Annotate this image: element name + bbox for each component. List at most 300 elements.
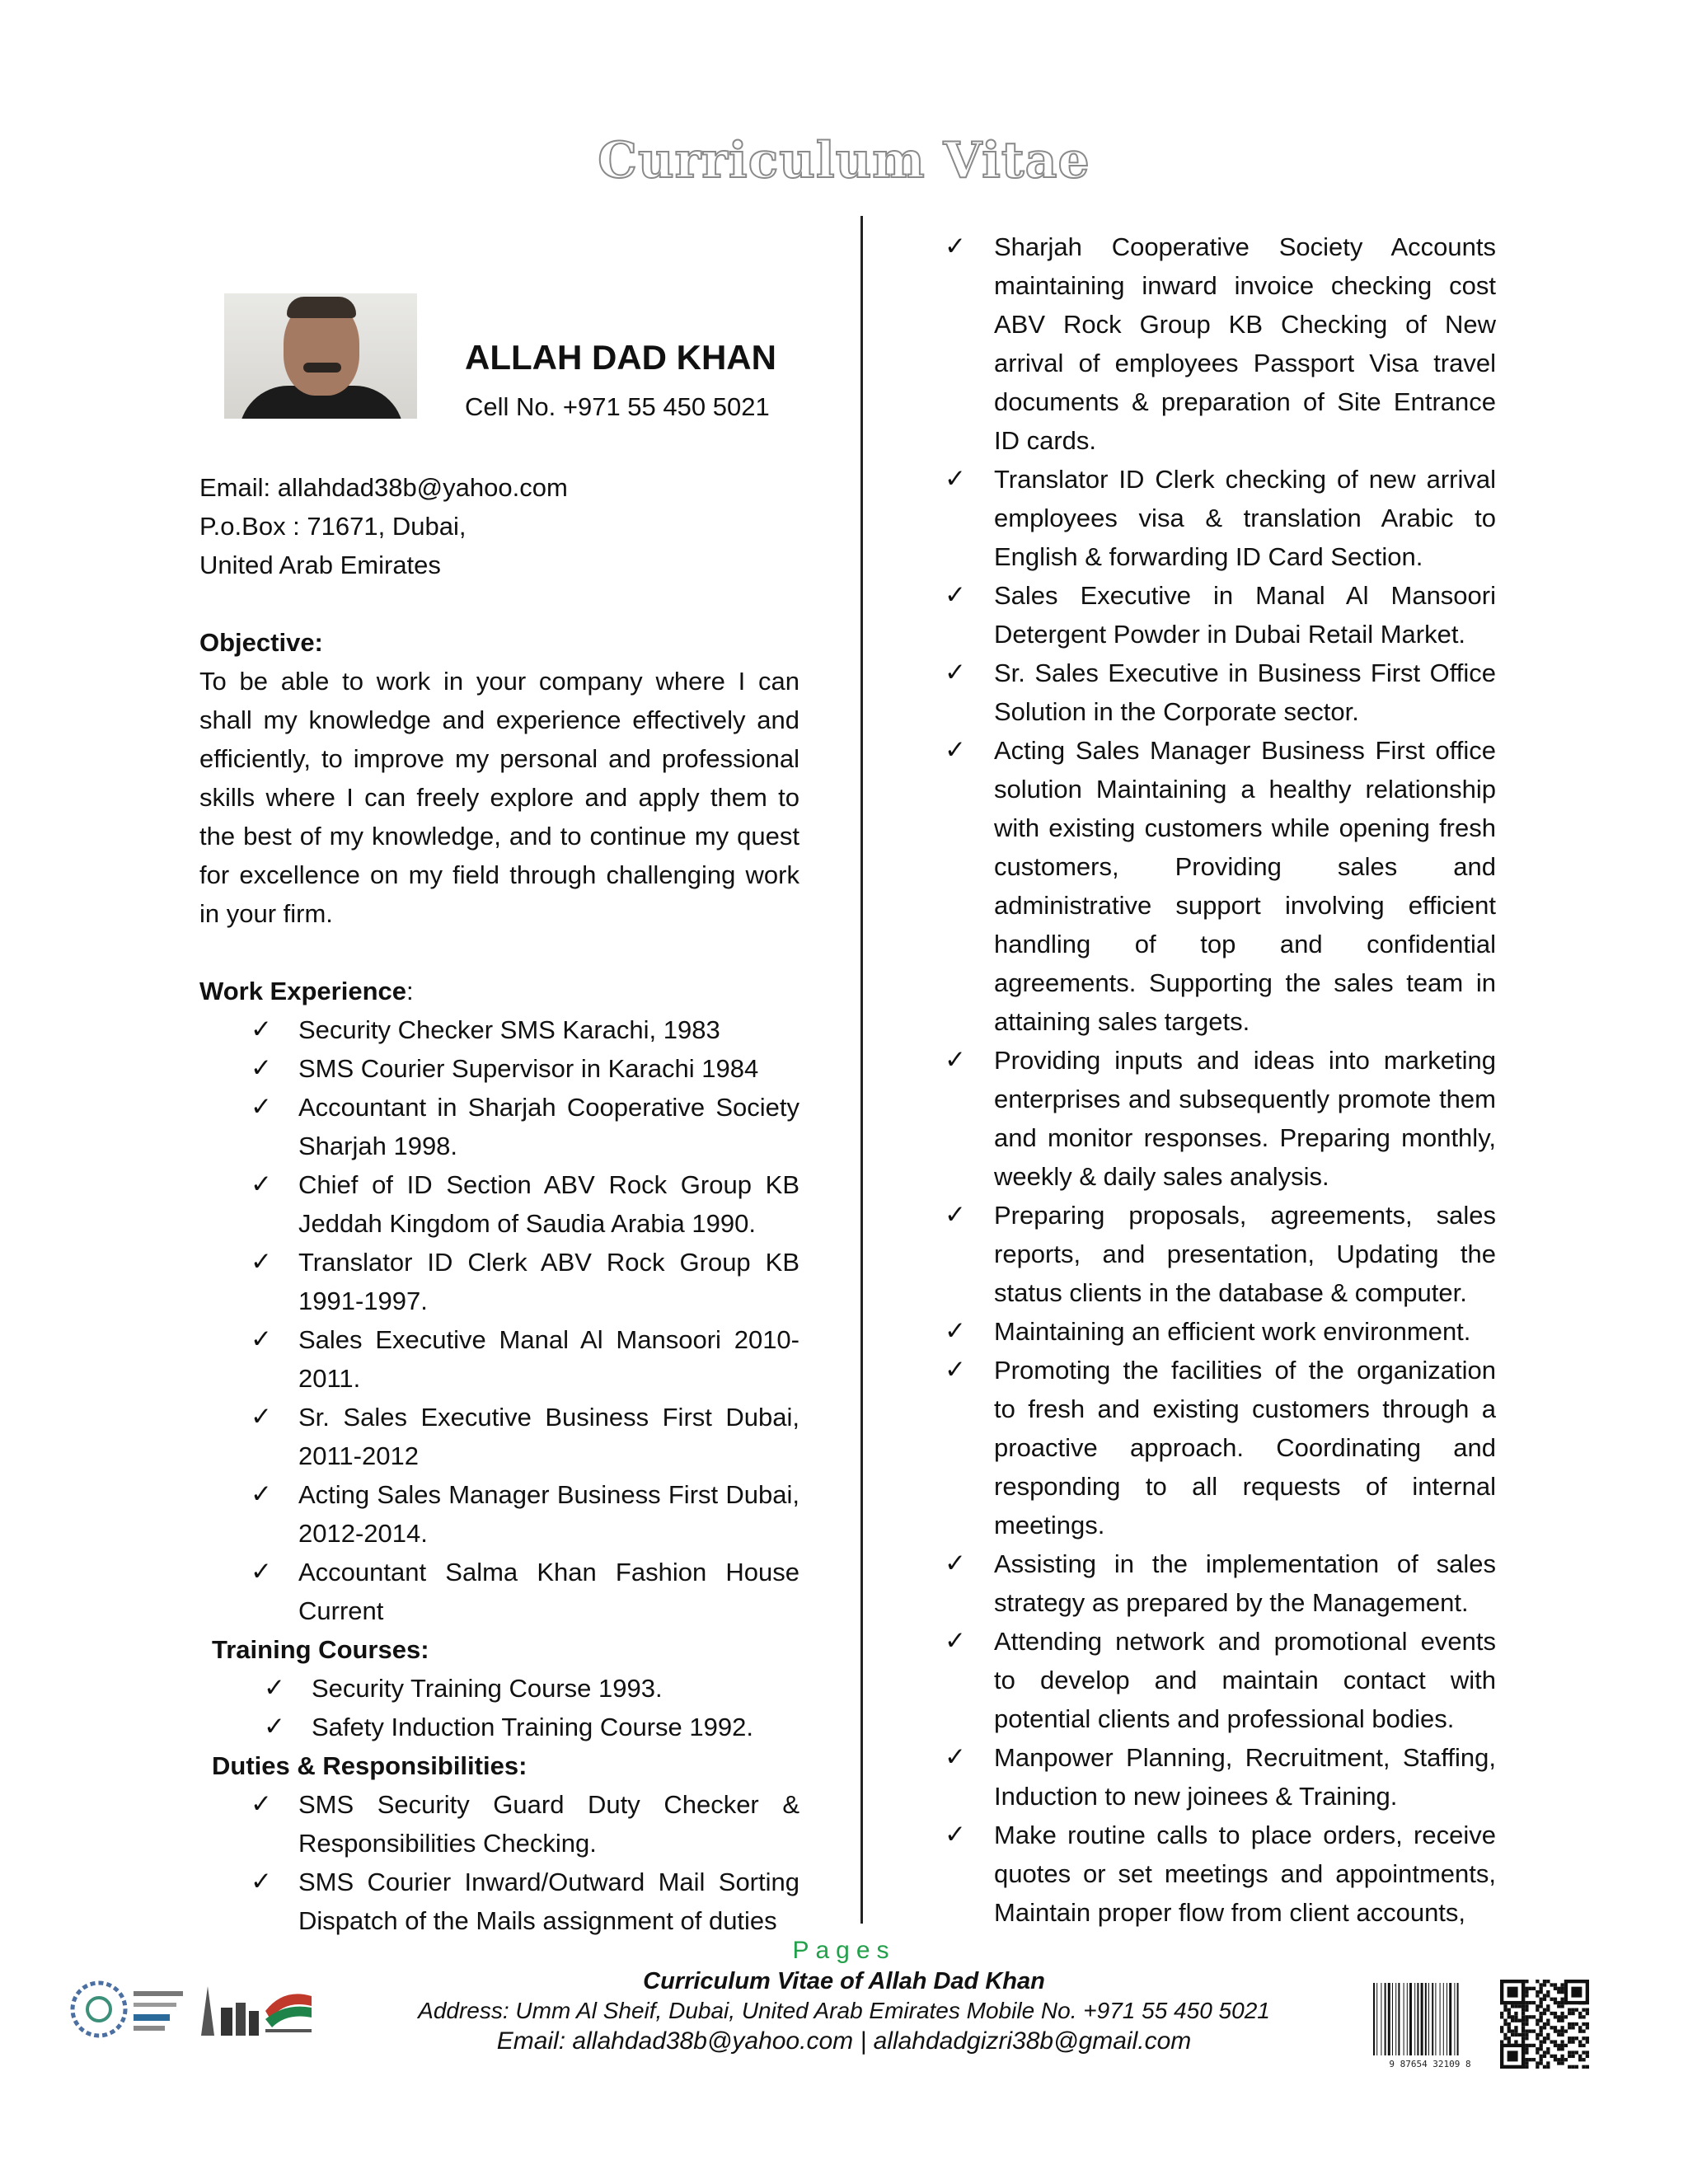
qr-module — [1560, 1987, 1564, 1990]
qr-module — [1503, 2022, 1507, 2026]
qr-module — [1554, 2012, 1557, 2015]
right-item: ✓ Providing inputs and ideas into marketing enterprises and subsequently promote them and monitor responses. Preparing monthly, weekly & daily sales analysis. — [931, 1041, 1496, 1196]
qr-module — [1543, 2036, 1546, 2040]
qr-module — [1540, 2040, 1543, 2043]
barcode-bar — [1407, 1983, 1408, 2055]
qr-module — [1525, 1990, 1528, 1994]
qr-module — [1560, 2044, 1564, 2047]
qr-module — [1532, 2015, 1536, 2018]
qr-module — [1571, 2036, 1574, 2040]
qr-module — [1568, 2012, 1571, 2015]
qr-module — [1543, 2008, 1546, 2012]
qr-module — [1522, 2033, 1525, 2036]
qr-module — [1525, 2047, 1528, 2050]
qr-module — [1525, 2036, 1528, 2040]
qr-module — [1514, 2029, 1517, 2032]
barcode-bar — [1409, 1983, 1412, 2055]
qr-module — [1557, 2001, 1560, 2004]
qr-module — [1543, 2055, 1546, 2058]
qr-module — [1582, 2022, 1585, 2026]
qr-module — [1557, 1987, 1560, 1990]
qr-module — [1536, 2019, 1539, 2022]
barcode-bar — [1428, 1983, 1429, 2055]
work_experience-item: ✓ Translator ID Clerk ABV Rock Group KB 1991-1997. — [199, 1243, 799, 1320]
work-experience-heading: Work Experience — [199, 977, 406, 1005]
training-list — [199, 1669, 799, 1746]
right-item: ✓ Acting Sales Manager Business First office solution Maintaining a healthy relationship with existing customers while opening fresh customers, Providing sales and administrative support involving efficient handling of top and confidential agreements. Supporting the sales team in attaining sales targets. — [931, 731, 1496, 1041]
right-item: ✓ Manpower Planning, Recruitment, Staffing, Induction to new joinees & Training. — [931, 1738, 1496, 1816]
qr-module — [1525, 2065, 1528, 2069]
qr-module — [1568, 2055, 1571, 2058]
qr-module — [1582, 2029, 1585, 2032]
right-item: ✓ Sr. Sales Executive in Business First Office Solution in the Corporate sector. — [931, 654, 1496, 731]
qr-module — [1560, 2015, 1564, 2018]
column-divider — [860, 216, 863, 1924]
qr-module — [1578, 2026, 1582, 2029]
qr-module — [1522, 2022, 1525, 2026]
barcode-bar — [1435, 1983, 1436, 2055]
contact-pobox: P.o.Box : 71671, Dubai, — [199, 512, 467, 541]
work_experience-item: ✓ Sr. Sales Executive Business First Dubai, 2011-2012 — [199, 1398, 799, 1475]
qr-module — [1540, 2033, 1543, 2036]
qr-module — [1536, 2004, 1539, 2008]
barcode-bar — [1376, 1983, 1377, 2055]
qr-module — [1571, 2008, 1574, 2012]
qr-module — [1557, 2047, 1560, 2050]
qr-module — [1568, 2008, 1571, 2012]
work_experience-item: ✓ Security Checker SMS Karachi, 1983 — [199, 1010, 799, 1049]
qr-module — [1578, 2044, 1582, 2047]
qr-module — [1578, 2040, 1582, 2043]
barcode-bar — [1425, 1983, 1427, 2055]
qr-module — [1550, 1983, 1553, 1986]
right-item: ✓ Maintaining an efficient work environment. — [931, 1312, 1496, 1351]
qr-module — [1550, 2055, 1553, 2058]
qr-module — [1554, 1987, 1557, 1990]
qr-module — [1546, 2061, 1550, 2064]
qr-module — [1560, 1990, 1564, 1994]
qr-module — [1543, 1980, 1546, 1983]
qr-module — [1550, 2040, 1553, 2043]
qr-module — [1507, 2026, 1511, 2029]
barcode-bar — [1443, 1983, 1444, 2055]
work_experience-item: ✓ Acting Sales Manager Business First Dubai, 2012-2014. — [199, 1475, 799, 1553]
qr-module — [1529, 2029, 1532, 2032]
qr-code — [1500, 1980, 1589, 2069]
qr-module — [1560, 2004, 1564, 2008]
qr-module — [1560, 2058, 1564, 2061]
qr-module — [1582, 2044, 1585, 2047]
objective-heading: Objective: — [199, 628, 323, 657]
qr-module — [1518, 2004, 1522, 2008]
qr-module — [1514, 2019, 1517, 2022]
qr-module — [1540, 1998, 1543, 2001]
qr-module — [1575, 2050, 1578, 2054]
qr-module — [1571, 2065, 1574, 2069]
qr-module — [1525, 2033, 1528, 2036]
qr-module — [1582, 2058, 1585, 2061]
qr-module — [1582, 2008, 1585, 2012]
qr-module — [1560, 2019, 1564, 2022]
qr-module — [1550, 1998, 1553, 2001]
qr-module — [1507, 2008, 1511, 2012]
candidate-name: ALLAH DAD KHAN — [465, 338, 776, 377]
qr-module — [1543, 2050, 1546, 2054]
qr-module — [1582, 2015, 1585, 2018]
qr-module — [1546, 1990, 1550, 1994]
qr-module — [1532, 2044, 1536, 2047]
cell-number: Cell No. +971 55 450 5021 — [465, 392, 770, 421]
qr-module — [1575, 2036, 1578, 2040]
qr-module — [1586, 2012, 1589, 2015]
qr-module — [1543, 2012, 1546, 2015]
footer-address: Address: Umm Al Sheif, Dubai, United Arab Emirates Mobile No. +971 55 450 5021 — [418, 1998, 1270, 2023]
photo-mustache — [303, 363, 341, 373]
qr-module — [1514, 2015, 1517, 2018]
qr-module — [1560, 2029, 1564, 2032]
qr-module — [1578, 2058, 1582, 2061]
qr-module — [1522, 2012, 1525, 2015]
qr-module — [1578, 2055, 1582, 2058]
qr-module — [1536, 2061, 1539, 2064]
qr-module — [1586, 2040, 1589, 2043]
work_experience-item: ✓ Chief of ID Section ABV Rock Group KB Jeddah Kingdom of Saudia Arabia 1990. — [199, 1165, 799, 1243]
qr-module — [1543, 2040, 1546, 2043]
barcode-bar — [1449, 1983, 1451, 2055]
qr-module — [1522, 2026, 1525, 2029]
qr-module — [1540, 1983, 1543, 1986]
qr-module — [1507, 2015, 1511, 2018]
qr-module — [1560, 2033, 1564, 2036]
qr-module — [1557, 2044, 1560, 2047]
qr-module — [1536, 2050, 1539, 2054]
left-column — [199, 623, 799, 1940]
qr-module — [1536, 1994, 1539, 1997]
qr-module — [1536, 2047, 1539, 2050]
qr-module — [1525, 2019, 1528, 2022]
qr-module — [1514, 2026, 1517, 2029]
right-item: ✓ Sales Executive in Manal Al Mansoori Detergent Powder in Dubai Retail Market. — [931, 576, 1496, 654]
qr-module — [1518, 2033, 1522, 2036]
qr-module — [1514, 2033, 1517, 2036]
qr-module — [1582, 2036, 1585, 2040]
training-heading: Training Courses: — [212, 1635, 429, 1664]
qr-module — [1536, 2036, 1539, 2040]
barcode-bar — [1395, 1983, 1396, 2055]
qr-module — [1500, 2040, 1503, 2043]
qr-module — [1568, 2040, 1571, 2043]
profile-photo — [224, 293, 417, 419]
qr-module — [1507, 2040, 1511, 2043]
qr-module — [1514, 2040, 1517, 2043]
qr-module — [1540, 2012, 1543, 2015]
qr-module — [1543, 2022, 1546, 2026]
qr-module — [1529, 2015, 1532, 2018]
qr-module — [1586, 2050, 1589, 2054]
qr-module — [1557, 2058, 1560, 2061]
qr-module — [1507, 2036, 1511, 2040]
footer-emails: Email: allahdad38b@yahoo.com | allahdadgizri38b@gmail.com — [496, 2027, 1192, 2055]
qr-module — [1525, 1987, 1528, 1990]
qr-module — [1540, 2055, 1543, 2058]
qr-module — [1557, 2015, 1560, 2018]
qr-module — [1525, 2004, 1528, 2008]
qr-module — [1540, 1987, 1543, 1990]
contact-email: Email: allahdad38b@yahoo.com — [199, 473, 568, 502]
qr-module — [1582, 2050, 1585, 2054]
qr-module — [1560, 2012, 1564, 2015]
qr-module — [1536, 1990, 1539, 1994]
qr-module — [1550, 2026, 1553, 2029]
qr-module — [1564, 2044, 1568, 2047]
qr-module — [1554, 2040, 1557, 2043]
qr-module — [1536, 2033, 1539, 2036]
qr-module — [1529, 2044, 1532, 2047]
qr-module — [1522, 2019, 1525, 2022]
contact-country: United Arab Emirates — [199, 551, 441, 579]
qr-module — [1560, 2001, 1564, 2004]
qr-module — [1571, 2050, 1574, 2054]
qr-module — [1557, 2019, 1560, 2022]
qr-module — [1514, 2004, 1517, 2008]
qr-module — [1586, 2055, 1589, 2058]
barcode-bar — [1440, 1983, 1441, 2055]
qr-module — [1503, 2008, 1507, 2012]
qr-module — [1540, 2061, 1543, 2064]
qr-module — [1511, 2019, 1514, 2022]
qr-module — [1536, 2065, 1539, 2069]
qr-module — [1546, 2050, 1550, 2054]
qr-module — [1560, 2055, 1564, 2058]
duties-heading: Duties & Responsibilities: — [212, 1751, 528, 1780]
footer-cv-title: Curriculum Vitae of Allah Dad Khan — [643, 1968, 1045, 1994]
barcode-bar — [1454, 1983, 1455, 2055]
qr-module — [1532, 2029, 1536, 2032]
qr-module — [1571, 2022, 1574, 2026]
qr-module — [1503, 2036, 1507, 2040]
qr-module — [1525, 2061, 1528, 2064]
qr-module — [1511, 2004, 1514, 2008]
qr-module — [1532, 2058, 1536, 2061]
work_experience-item: ✓ Accountant Salma Khan Fashion House Current — [199, 1553, 799, 1630]
qr-module — [1540, 2044, 1543, 2047]
barcode-bar — [1421, 1983, 1423, 2055]
qr-module — [1540, 2004, 1543, 2008]
qr-module — [1546, 1994, 1550, 1997]
qr-module — [1560, 2061, 1564, 2064]
qr-module — [1522, 2040, 1525, 2043]
qr-module — [1536, 1980, 1539, 1983]
qr-module — [1560, 2040, 1564, 2043]
qr-module — [1503, 2033, 1507, 2036]
qr-module — [1525, 2008, 1528, 2012]
qr-module — [1575, 2008, 1578, 2012]
qr-module — [1540, 2015, 1543, 2018]
qr-module — [1546, 2036, 1550, 2040]
work_experience-item: ✓ SMS Courier Supervisor in Karachi 1984 — [199, 1049, 799, 1088]
qr-module — [1518, 2019, 1522, 2022]
qr-module — [1511, 2033, 1514, 2036]
qr-module — [1564, 2015, 1568, 2018]
qr-module — [1540, 2029, 1543, 2032]
qr-module — [1575, 2022, 1578, 2026]
barcode-bar — [1392, 1983, 1393, 2055]
qr-module — [1540, 2001, 1543, 2004]
barcode-bar — [1457, 1983, 1459, 2055]
qr-module — [1578, 2012, 1582, 2015]
work_experience-item: ✓ Sales Executive Manal Al Mansoori 2010-2011. — [199, 1320, 799, 1398]
qr-module — [1507, 2012, 1511, 2015]
qr-module — [1514, 2012, 1517, 2015]
page-title: Curriculum Vitae — [598, 132, 1090, 190]
qr-module — [1525, 1980, 1528, 1983]
qr-module — [1522, 2036, 1525, 2040]
qr-module — [1543, 1983, 1546, 1986]
qr-module — [1554, 1998, 1557, 2001]
footer-pages: Pages — [792, 1937, 896, 1964]
qr-module — [1540, 2047, 1543, 2050]
barcode-bar — [1388, 1983, 1390, 2055]
right-item: ✓ Promoting the facilities of the organization to fresh and existing customers through a proactive approach. Coordinating and responding to all requests of internal meetings. — [931, 1351, 1496, 1544]
qr-module — [1507, 2029, 1511, 2032]
qr-module — [1560, 2047, 1564, 2050]
qr-module — [1586, 2026, 1589, 2029]
qr-module — [1586, 2065, 1589, 2069]
qr-module — [1568, 2022, 1571, 2026]
work-experience-heading-row — [199, 972, 799, 1010]
qr-module — [1500, 2012, 1503, 2015]
responsibilities-list — [931, 227, 1496, 1932]
qr-module — [1586, 2036, 1589, 2040]
qr-module — [1525, 1994, 1528, 1997]
qr-module — [1546, 2022, 1550, 2026]
qr-module — [1546, 2047, 1550, 2050]
right-item: ✓ Sharjah Cooperative Society Accounts maintaining inward invoice checking cost ABV Rock Group KB Checking of New arrival of employees Passport Visa travel documents & preparation of Site Entrance ID cards. — [931, 227, 1496, 460]
qr-module — [1525, 2058, 1528, 2061]
work-experience-list — [199, 1010, 799, 1630]
qr-module — [1522, 2015, 1525, 2018]
qr-module — [1532, 1987, 1536, 1990]
qr-module — [1554, 2015, 1557, 2018]
qr-module — [1532, 2001, 1536, 2004]
qr-module — [1540, 1990, 1543, 1994]
duties-item: ✓ SMS Security Guard Duty Checker & Responsibilities Checking. — [199, 1785, 799, 1863]
qr-module — [1578, 2015, 1582, 2018]
qr-module — [1571, 2055, 1574, 2058]
qr-module — [1568, 2065, 1571, 2069]
right-item: ✓ Attending network and promotional events to develop and maintain contact with potential clients and professional bodies. — [931, 1622, 1496, 1738]
qr-module — [1571, 2040, 1574, 2043]
qr-module — [1554, 2055, 1557, 2058]
qr-module — [1503, 2019, 1507, 2022]
qr-module — [1546, 2008, 1550, 2012]
barcode — [1370, 1980, 1490, 2070]
qr-module — [1575, 2065, 1578, 2069]
qr-module — [1582, 2065, 1585, 2069]
qr-module — [1543, 2026, 1546, 2029]
qr-module — [1568, 2050, 1571, 2054]
qr-module — [1522, 2004, 1525, 2008]
qr-module — [1554, 2026, 1557, 2029]
qr-module — [1500, 2029, 1503, 2032]
barcode-digits: 9 87654 32109 8 — [1389, 2059, 1471, 2069]
qr-module — [1557, 2033, 1560, 2036]
qr-module — [1522, 2029, 1525, 2032]
qr-module — [1536, 2008, 1539, 2012]
qr-module — [1546, 1980, 1550, 1983]
barcode-bar — [1373, 1983, 1375, 2055]
qr-module — [1529, 2001, 1532, 2004]
qr-module — [1500, 2026, 1503, 2029]
qr-module — [1586, 2008, 1589, 2012]
barcode-bar — [1414, 1983, 1415, 2055]
qr-module — [1529, 2058, 1532, 2061]
qr-module — [1557, 1990, 1560, 1994]
qr-module — [1503, 2004, 1507, 2008]
objective-text: To be able to work in your company where I can shall my knowledge and experience effectively and efficiently, to improve my personal and professional skills where I can freely explore and apply them to the best of my knowledge, and to continue my quest for excellence on my field through challenging work in your firm. — [199, 667, 799, 928]
qr-module — [1568, 2036, 1571, 2040]
qr-module — [1586, 2022, 1589, 2026]
qr-module — [1560, 1998, 1564, 2001]
qr-module — [1543, 1994, 1546, 1997]
qr-module — [1560, 2026, 1564, 2029]
qr-module — [1564, 2058, 1568, 2061]
qr-module — [1529, 1987, 1532, 1990]
qr-module — [1525, 2001, 1528, 2004]
qr-module — [1525, 2029, 1528, 2032]
right-item: ✓ Make routine calls to place orders, receive quotes or set meetings and appointments, Maintain proper flow from client accounts, — [931, 1816, 1496, 1932]
qr-module — [1564, 2029, 1568, 2032]
qr-module — [1511, 2015, 1514, 2018]
qr-module — [1540, 2058, 1543, 2061]
qr-module — [1578, 2029, 1582, 2032]
training-item: ✓ Safety Induction Training Course 1992. — [199, 1708, 799, 1746]
qr-finder-core — [1507, 2050, 1518, 2061]
qr-module — [1550, 2012, 1553, 2015]
right-item: ✓ Preparing proposals, agreements, sales reports, and presentation, Updating the status clients in the database & computer. — [931, 1196, 1496, 1312]
qr-module — [1540, 2026, 1543, 2029]
work_experience-item: ✓ Accountant in Sharjah Cooperative Society Sharjah 1998. — [199, 1088, 799, 1165]
contact-block — [199, 468, 568, 584]
qr-module — [1554, 1983, 1557, 1986]
qr-module — [1546, 2033, 1550, 2036]
right-item: ✓ Assisting in the implementation of sales strategy as prepared by the Management. — [931, 1544, 1496, 1622]
qr-module — [1554, 2001, 1557, 2004]
qr-module — [1554, 2029, 1557, 2032]
qr-module — [1571, 2012, 1574, 2015]
qr-module — [1522, 2008, 1525, 2012]
qr-module — [1525, 2050, 1528, 2054]
qr-module — [1557, 2004, 1560, 2008]
qr-module — [1571, 2026, 1574, 2029]
qr-module — [1546, 2004, 1550, 2008]
training-item: ✓ Security Training Course 1993. — [199, 1669, 799, 1708]
qr-module — [1543, 1998, 1546, 2001]
qr-module — [1554, 2058, 1557, 2061]
qr-module — [1546, 2065, 1550, 2069]
qr-module — [1525, 2022, 1528, 2026]
duties-item: ✓ SMS Courier Inward/Outward Mail Sorting Dispatch of the Mails assignment of duties — [199, 1863, 799, 1940]
qr-module — [1557, 2061, 1560, 2064]
right-column — [931, 227, 1496, 1932]
qr-module — [1557, 2029, 1560, 2032]
qr-finder-core — [1507, 1987, 1518, 1998]
photo-hair — [287, 297, 356, 318]
barcode-bar — [1417, 1983, 1418, 2055]
qr-module — [1525, 2044, 1528, 2047]
right-item: ✓ Translator ID Clerk checking of new arrival employees visa & translation Arabic to English & forwarding ID Card Section. — [931, 460, 1496, 576]
barcode-bar — [1432, 1983, 1433, 2055]
